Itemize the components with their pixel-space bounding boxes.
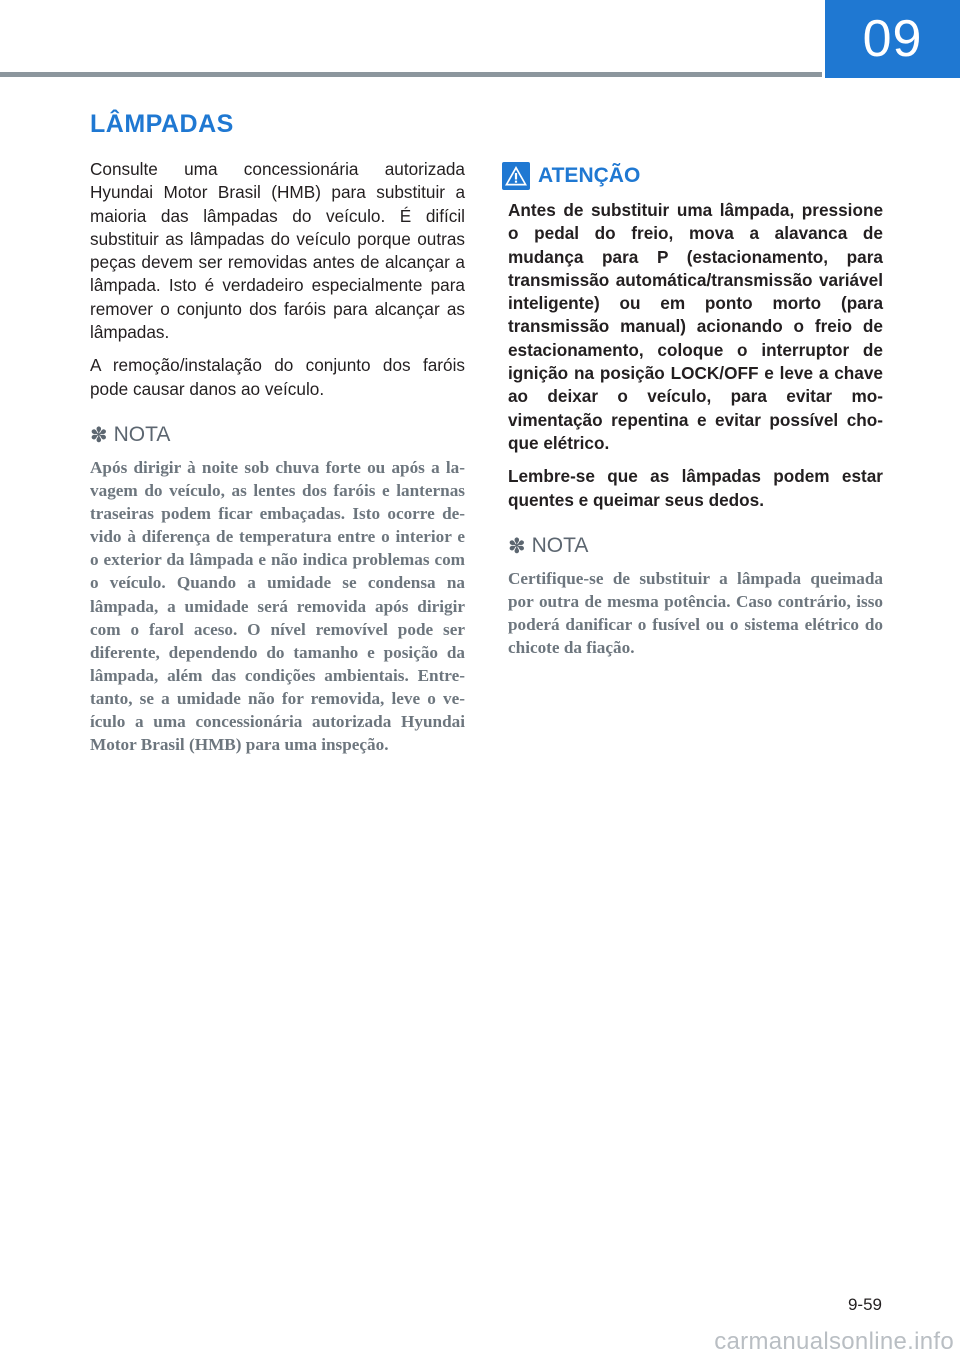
warning-paragraph: Lembre-se que as lâmpadas podem estar quentes e queimar seus dedos.: [508, 466, 883, 510]
chapter-tab: [825, 0, 960, 78]
chapter-number: 09: [862, 10, 923, 68]
nota-heading: [90, 423, 465, 448]
nota-label: NOTA: [113, 423, 171, 447]
warning-heading: [502, 162, 883, 190]
right-column: [508, 162, 883, 659]
warning-triangle-icon: [502, 162, 530, 190]
nota-text: Após dirigir à noite sob chuva forte ou após a lavagem do veículo, as lentes dos faróis e lanternas traseiras podem ficar embaçadas. Isto ocorre devido à diferença de temperatura entre o interior e o exterior da lâmpada e não indica problemas com o veículo. Quando a umidade se condensa na lâmpada, a umidade será removida após dirigir com o farol aceso. O nível removível pode ser diferente, dependendo do tamanho e posição da lâmpada, além das condições ambientais. Entretanto, se a umidade não for removida, leve o veículo a uma concessionária autorizada Hyundai Motor Brasil (HMB) para uma inspeção.: [90, 457, 465, 755]
header-rule: [0, 72, 822, 77]
nota-heading: [508, 534, 883, 559]
asterisk-icon: ✽: [90, 423, 108, 447]
warning-paragraph: Antes de substituir uma lâmpada, pressione o pedal do freio, mova a alavanca de mudança para P (estacionamento, para transmissão automática/transmissão variável inteligente) ou em ponto morto (para transmissão manual) acionando o freio de estacionamento, coloque o interruptor de ignição na posição LOCK/OFF e leve a chave ao deixar o veículo, para evitar movimentação repentina e evitar possível choque elétrico.: [508, 200, 883, 453]
nota-label: NOTA: [531, 534, 589, 558]
warning-label: ATENÇÃO: [538, 164, 641, 187]
watermark: carmanualsonline.info: [714, 1328, 954, 1355]
asterisk-icon: ✽: [508, 534, 526, 558]
left-column: [90, 158, 465, 756]
nota-text: Certifique-se de substituir a lâmpada queimada por outra de mesma potência. Caso contrário, isso poderá danificar o fusível ou o sistema elétrico do chicote da fiação.: [508, 568, 883, 658]
intro-paragraph: Consulte uma concessionária autorizada Hyundai Motor Brasil (HMB) para substituir a maioria das lâmpadas do veículo. É difícil substituir as lâmpadas do veículo porque outras peças devem ser removidas antes de alcançar a lâmpada. Isto é verdadeiro especialmente para remover o conjunto dos faróis para alcançar as lâmpadas.: [90, 159, 465, 343]
section-title: LÂMPADAS: [90, 110, 234, 138]
removal-paragraph: A remoção/instalação do conjunto dos faróis pode causar danos ao veículo.: [90, 355, 465, 399]
page-number: 9-59: [847, 1295, 882, 1314]
